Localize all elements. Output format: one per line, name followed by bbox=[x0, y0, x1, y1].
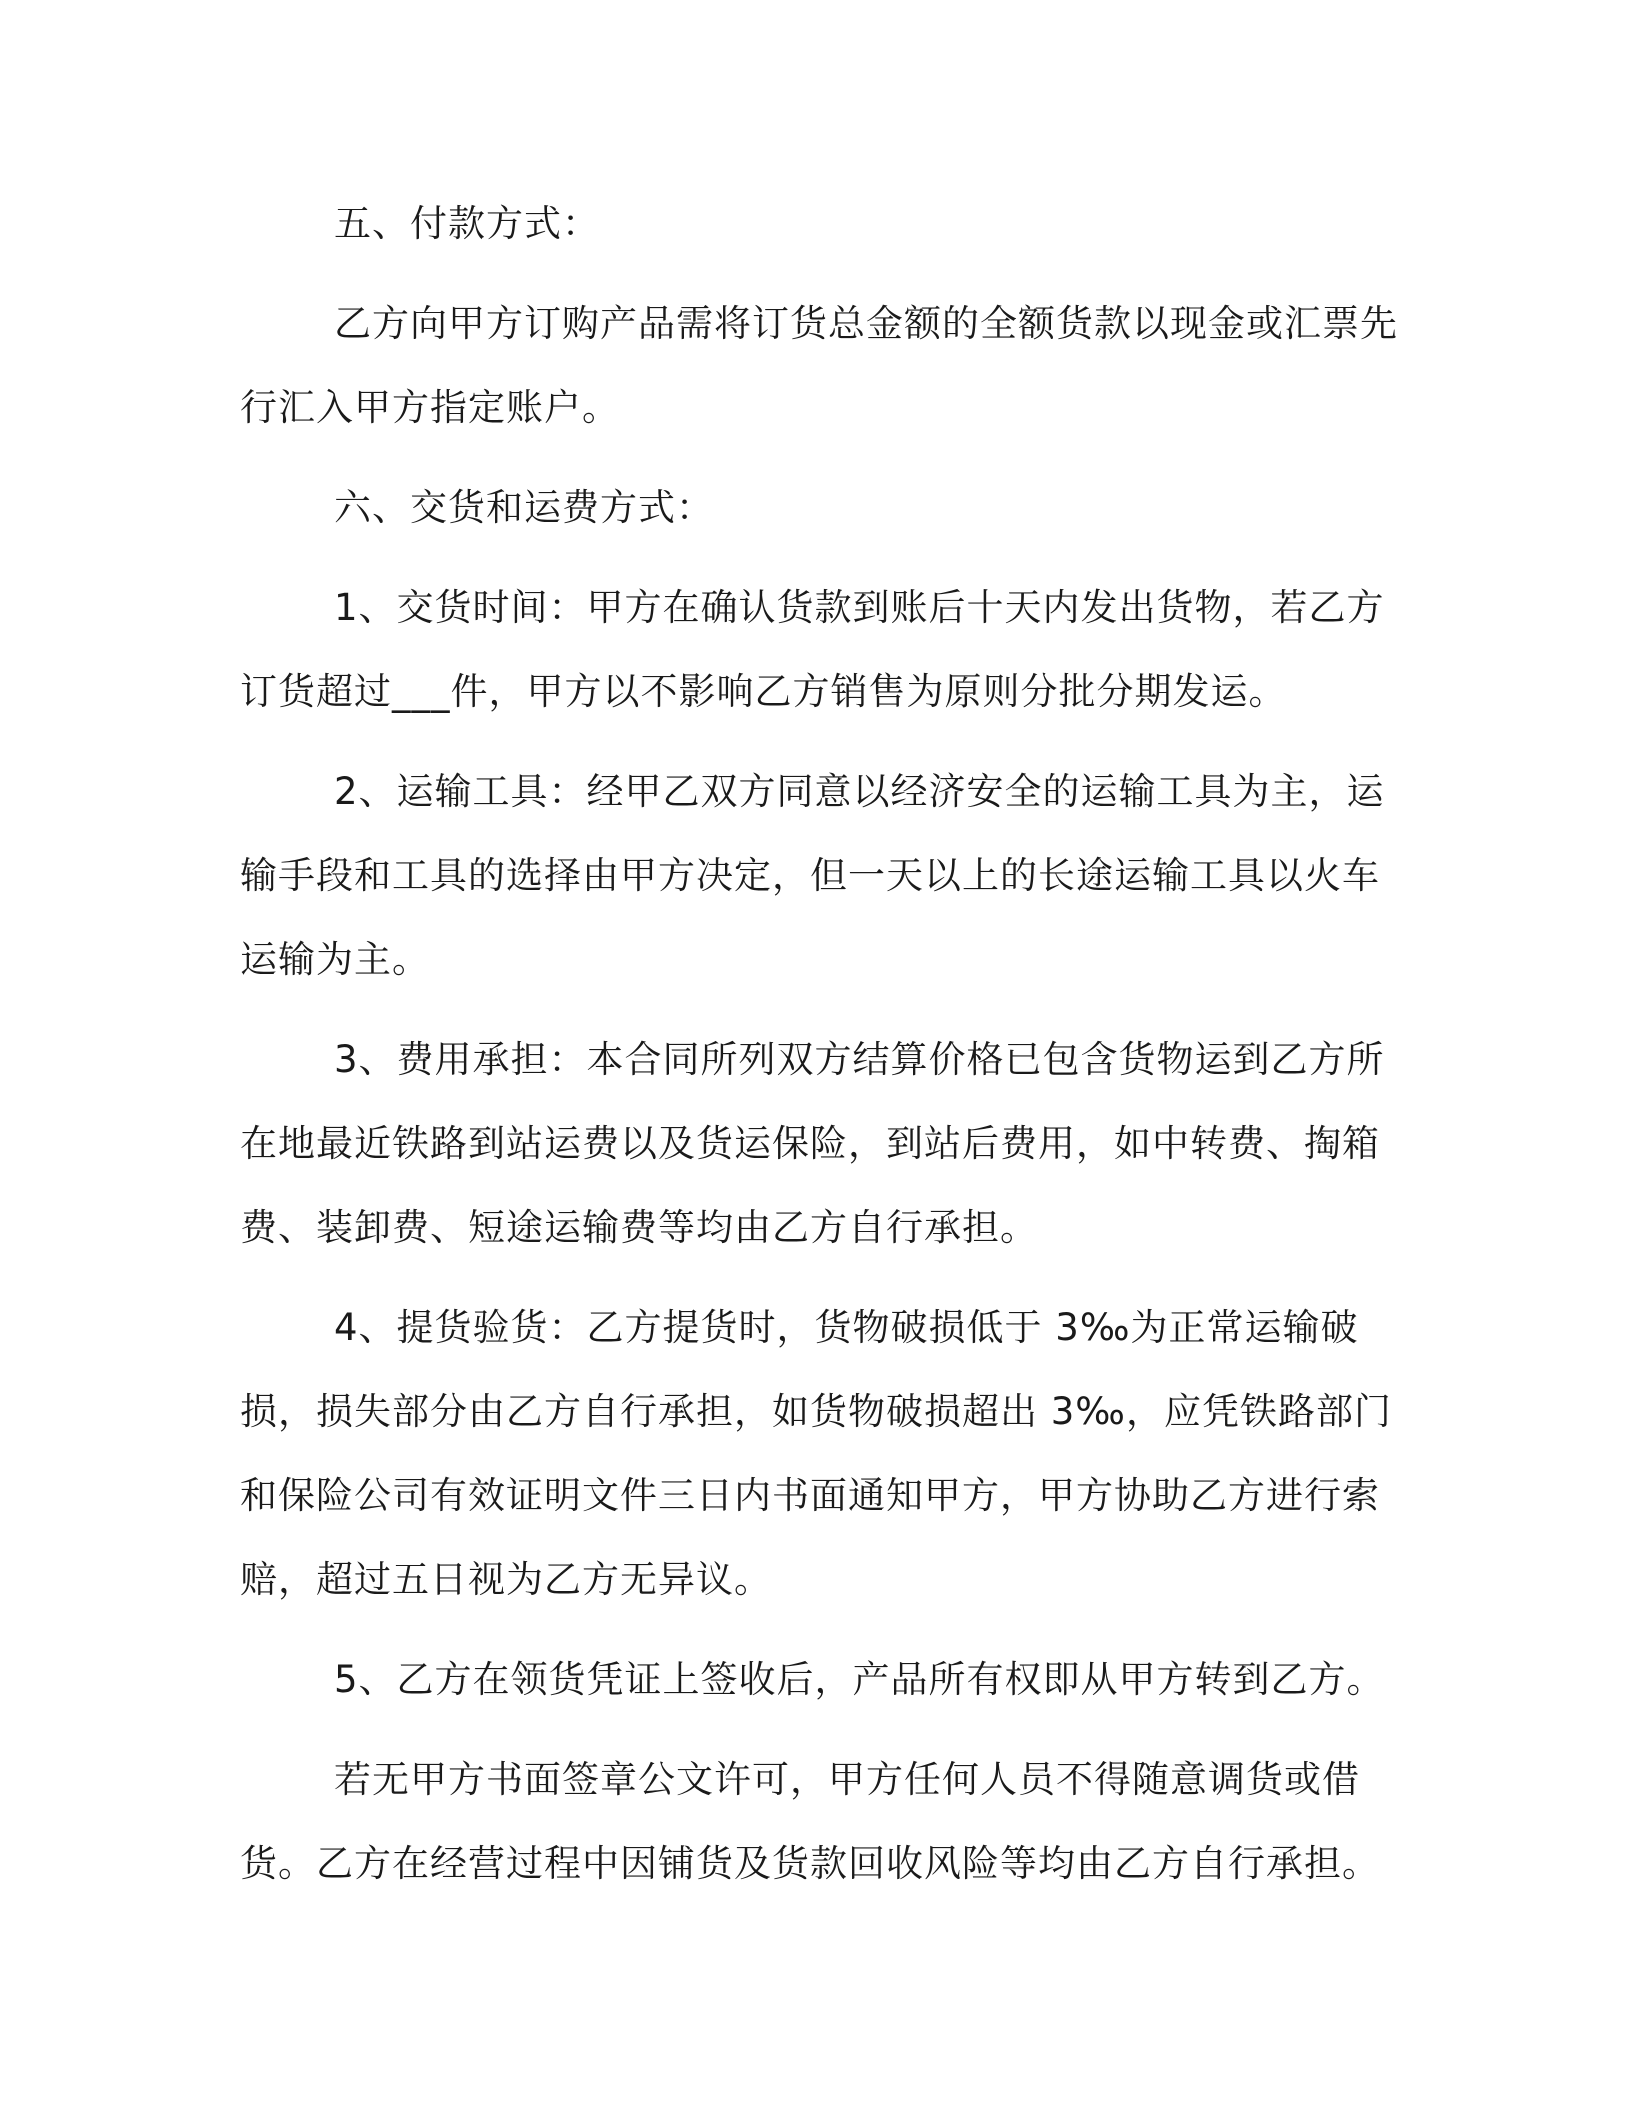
ownership-clause: 5、乙方在领货凭证上签收后，产品所有权即从甲方转到乙方。 bbox=[334, 1658, 1385, 1701]
section-heading-delivery: 六、交货和运费方式： bbox=[334, 486, 714, 529]
inspection-clause: 4、提货验货：乙方提货时，货物破损低于 3‰为正常运输破损，损失部分由乙方自行承担，如货物破损超出 3‰，应凭铁路部门和保险公司有效证明文件三日内书面通知甲方，甲方协助乙方进行索赔，超过五日视为乙方无异议。 bbox=[240, 1306, 1392, 1601]
cost-clause: 3、费用承担：本合同所列双方结算价格已包含货物运到乙方所在地最近铁路到站运费以及货运保险，到站后费用，如中转费、掏箱费、装卸费、短途运输费等均由乙方自行承担。 bbox=[240, 1038, 1385, 1249]
delivery-time-clause: 1、交货时间：甲方在确认货款到账后十天内发出货物，若乙方订货超过___件，甲方以不影响乙方销售为原则分批分期发运。 bbox=[240, 586, 1385, 713]
transport-clause: 2、运输工具：经甲乙双方同意以经济安全的运输工具为主，运输手段和工具的选择由甲方决定，但一天以上的长途运输工具以火车运输为主。 bbox=[240, 770, 1385, 981]
document-body bbox=[240, 182, 1400, 1922]
section-heading-payment: 五、付款方式： bbox=[334, 202, 600, 245]
payment-clause: 乙方向甲方订购产品需将订货总金额的全额货款以现金或汇票先行汇入甲方指定账户。 bbox=[240, 302, 1398, 429]
risk-clause: 若无甲方书面签章公文许可，甲方任何人员不得随意调货或借货。乙方在经营过程中因铺货及货款回收风险等均由乙方自行承担。 bbox=[240, 1758, 1380, 1885]
